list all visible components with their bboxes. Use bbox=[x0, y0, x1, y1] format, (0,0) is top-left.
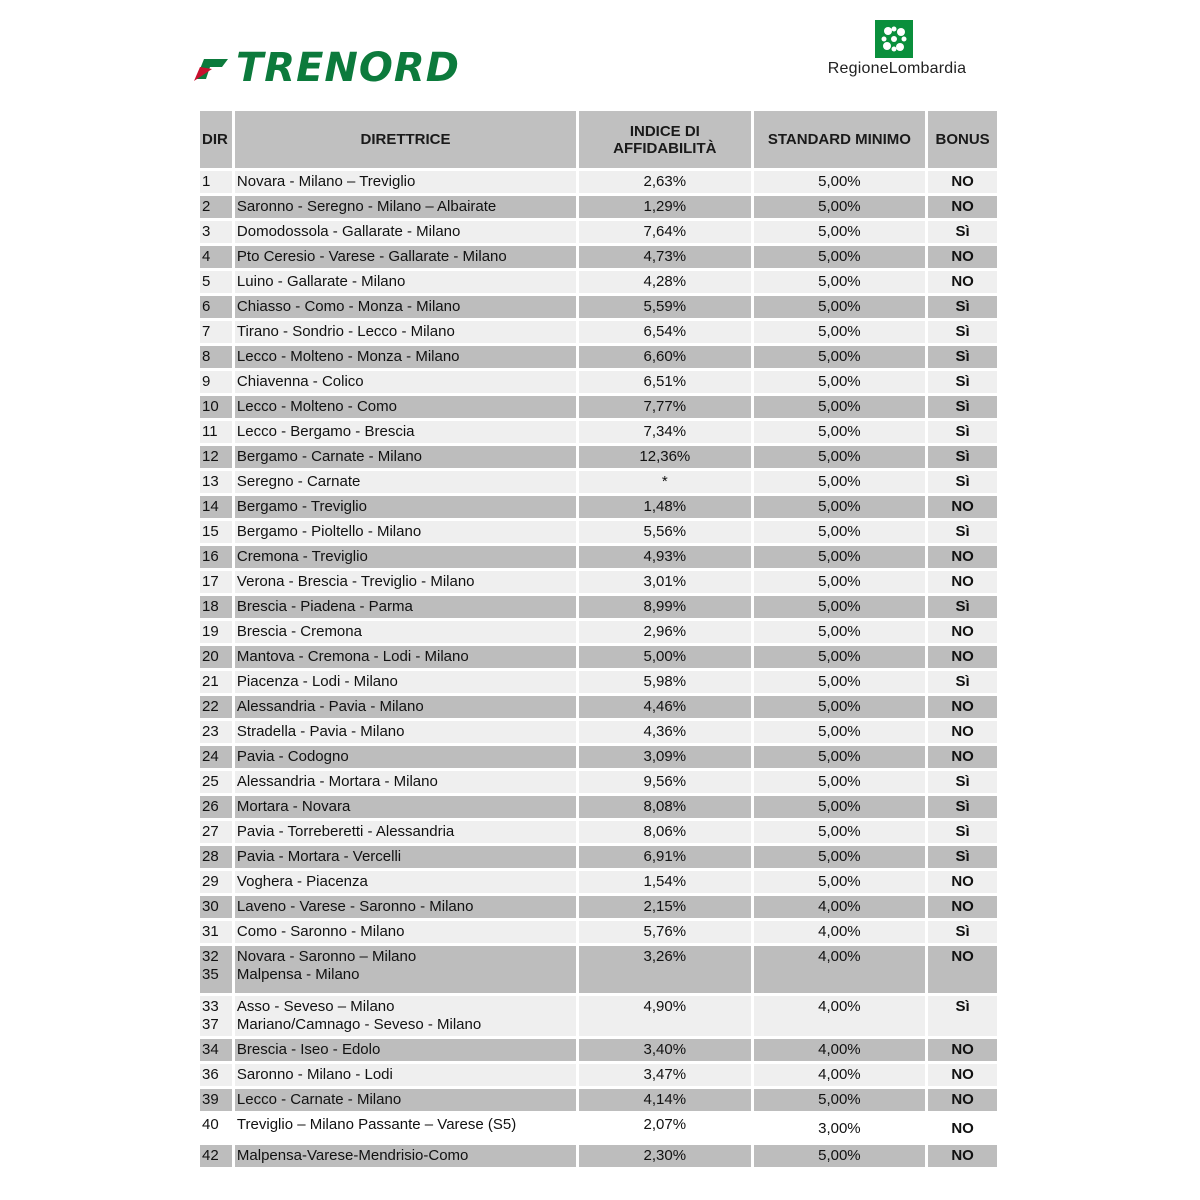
row-bonus: NO bbox=[928, 246, 997, 268]
row-dir: 19 bbox=[200, 621, 232, 643]
row-standard: 4,00% bbox=[754, 1039, 926, 1061]
row-direttrice: Voghera - Piacenza bbox=[235, 871, 576, 893]
row-bonus: NO bbox=[928, 496, 997, 518]
table-row bbox=[200, 846, 997, 868]
table-row bbox=[200, 171, 997, 193]
table-row bbox=[200, 521, 997, 543]
row-indice: 4,90% bbox=[579, 996, 751, 1036]
header-standard: STANDARD MINIMO bbox=[754, 111, 926, 168]
row-indice: 5,98% bbox=[579, 671, 751, 693]
row-dir: 4 bbox=[200, 246, 232, 268]
row-bonus: Sì bbox=[928, 996, 997, 1036]
table-row bbox=[200, 246, 997, 268]
row-indice: 6,91% bbox=[579, 846, 751, 868]
row-indice: 4,93% bbox=[579, 546, 751, 568]
table-row bbox=[200, 996, 997, 1036]
header-dir: DIR bbox=[200, 111, 232, 168]
row-dir: 34 bbox=[200, 1039, 232, 1061]
table-row bbox=[200, 771, 997, 793]
table-row bbox=[200, 796, 997, 818]
row-standard: 5,00% bbox=[754, 371, 926, 393]
row-standard: 5,00% bbox=[754, 1089, 926, 1111]
row-bonus: Sì bbox=[928, 321, 997, 343]
row-direttrice: Asso - Seveso – Milano Mariano/Camnago - Seveso - Milano bbox=[235, 996, 576, 1036]
row-bonus: Sì bbox=[928, 396, 997, 418]
row-dir: 14 bbox=[200, 496, 232, 518]
row-bonus: Sì bbox=[928, 371, 997, 393]
row-standard: 5,00% bbox=[754, 396, 926, 418]
row-dir: 42 bbox=[200, 1145, 232, 1167]
row-dir: 36 bbox=[200, 1064, 232, 1086]
table-row bbox=[200, 1089, 997, 1111]
table-row bbox=[200, 196, 997, 218]
row-indice: 4,46% bbox=[579, 696, 751, 718]
row-standard: 4,00% bbox=[754, 1064, 926, 1086]
row-bonus: NO bbox=[928, 1145, 997, 1167]
table-row bbox=[200, 746, 997, 768]
row-indice: 5,00% bbox=[579, 646, 751, 668]
row-indice: 8,99% bbox=[579, 596, 751, 618]
row-standard: 5,00% bbox=[754, 671, 926, 693]
row-bonus: Sì bbox=[928, 221, 997, 243]
row-standard: 4,00% bbox=[754, 946, 926, 993]
table-row bbox=[200, 1145, 997, 1167]
row-direttrice: Pto Ceresio - Varese - Gallarate - Milano bbox=[235, 246, 576, 268]
row-bonus: Sì bbox=[928, 821, 997, 843]
row-indice: 2,63% bbox=[579, 171, 751, 193]
table-row bbox=[200, 696, 997, 718]
row-dir: 28 bbox=[200, 846, 232, 868]
row-direttrice: Brescia - Iseo - Edolo bbox=[235, 1039, 576, 1061]
table-row bbox=[200, 871, 997, 893]
row-dir: 7 bbox=[200, 321, 232, 343]
trenord-mark-icon bbox=[192, 53, 230, 83]
row-indice: 4,73% bbox=[579, 246, 751, 268]
row-bonus: NO bbox=[928, 1039, 997, 1061]
row-standard: 4,00% bbox=[754, 921, 926, 943]
row-direttrice: Bergamo - Pioltello - Milano bbox=[235, 521, 576, 543]
row-bonus: Sì bbox=[928, 596, 997, 618]
row-bonus: Sì bbox=[928, 346, 997, 368]
row-dir: 21 bbox=[200, 671, 232, 693]
row-indice: 7,64% bbox=[579, 221, 751, 243]
reliability-table bbox=[200, 111, 997, 1170]
table-row bbox=[200, 1039, 997, 1061]
row-indice: 7,34% bbox=[579, 421, 751, 443]
row-direttrice: Alessandria - Pavia - Milano bbox=[235, 696, 576, 718]
row-bonus: NO bbox=[928, 896, 997, 918]
row-bonus: Sì bbox=[928, 921, 997, 943]
row-dir: 17 bbox=[200, 571, 232, 593]
row-indice: 6,60% bbox=[579, 346, 751, 368]
row-bonus: NO bbox=[928, 946, 997, 993]
table-row bbox=[200, 271, 997, 293]
row-direttrice: Lecco - Carnate - Milano bbox=[235, 1089, 576, 1111]
row-direttrice: Seregno - Carnate bbox=[235, 471, 576, 493]
row-standard: 4,00% bbox=[754, 996, 926, 1036]
row-direttrice: Saronno - Milano - Lodi bbox=[235, 1064, 576, 1086]
row-dir: 20 bbox=[200, 646, 232, 668]
table-row bbox=[200, 321, 997, 343]
row-bonus: NO bbox=[928, 1089, 997, 1111]
table-row bbox=[200, 646, 997, 668]
row-bonus: NO bbox=[928, 746, 997, 768]
row-dir: 39 bbox=[200, 1089, 232, 1111]
row-standard: 4,00% bbox=[754, 896, 926, 918]
row-standard: 5,00% bbox=[754, 721, 926, 743]
table-row bbox=[200, 396, 997, 418]
trenord-wordmark: TRENORD bbox=[236, 45, 460, 91]
row-direttrice: Stradella - Pavia - Milano bbox=[235, 721, 576, 743]
row-indice: 8,06% bbox=[579, 821, 751, 843]
row-direttrice: Novara - Saronno – Milano Malpensa - Milano bbox=[235, 946, 576, 993]
header-bonus: BONUS bbox=[928, 111, 997, 168]
table-row bbox=[200, 921, 997, 943]
row-bonus: Sì bbox=[928, 846, 997, 868]
row-bonus: NO bbox=[928, 271, 997, 293]
row-indice: 6,51% bbox=[579, 371, 751, 393]
rosa-camuna-icon bbox=[875, 20, 913, 58]
row-standard: 5,00% bbox=[754, 421, 926, 443]
row-indice: 7,77% bbox=[579, 396, 751, 418]
row-dir: 30 bbox=[200, 896, 232, 918]
row-indice: 1,29% bbox=[579, 196, 751, 218]
row-standard: 5,00% bbox=[754, 621, 926, 643]
row-direttrice: Novara - Milano – Treviglio bbox=[235, 171, 576, 193]
row-direttrice: Pavia - Mortara - Vercelli bbox=[235, 846, 576, 868]
row-indice: 3,09% bbox=[579, 746, 751, 768]
row-dir: 1 bbox=[200, 171, 232, 193]
table-row bbox=[200, 671, 997, 693]
table-row bbox=[200, 496, 997, 518]
row-standard: 5,00% bbox=[754, 246, 926, 268]
row-standard: 5,00% bbox=[754, 596, 926, 618]
row-indice: 3,40% bbox=[579, 1039, 751, 1061]
row-dir: 2 bbox=[200, 196, 232, 218]
row-dir: 31 bbox=[200, 921, 232, 943]
row-direttrice: Bergamo - Carnate - Milano bbox=[235, 446, 576, 468]
header-indice: INDICE DI AFFIDABILITÀ bbox=[579, 111, 751, 168]
row-dir: 9 bbox=[200, 371, 232, 393]
row-dir: 33 37 bbox=[200, 996, 232, 1036]
row-indice: 6,54% bbox=[579, 321, 751, 343]
row-direttrice: Saronno - Seregno - Milano – Albairate bbox=[235, 196, 576, 218]
row-standard: 5,00% bbox=[754, 496, 926, 518]
row-bonus: Sì bbox=[928, 796, 997, 818]
row-direttrice: Tirano - Sondrio - Lecco - Milano bbox=[235, 321, 576, 343]
row-dir: 13 bbox=[200, 471, 232, 493]
row-indice: 2,96% bbox=[579, 621, 751, 643]
table-row bbox=[200, 421, 997, 443]
row-dir: 25 bbox=[200, 771, 232, 793]
table-row bbox=[200, 1114, 997, 1142]
row-standard: 5,00% bbox=[754, 346, 926, 368]
row-standard: 5,00% bbox=[754, 821, 926, 843]
table-row bbox=[200, 896, 997, 918]
row-direttrice: Mantova - Cremona - Lodi - Milano bbox=[235, 646, 576, 668]
row-standard: 5,00% bbox=[754, 796, 926, 818]
table-row bbox=[200, 821, 997, 843]
row-dir: 5 bbox=[200, 271, 232, 293]
row-bonus: NO bbox=[928, 1114, 997, 1142]
row-dir: 23 bbox=[200, 721, 232, 743]
row-bonus: Sì bbox=[928, 421, 997, 443]
row-direttrice: Piacenza - Lodi - Milano bbox=[235, 671, 576, 693]
row-dir: 11 bbox=[200, 421, 232, 443]
row-bonus: NO bbox=[928, 546, 997, 568]
row-bonus: NO bbox=[928, 571, 997, 593]
table-header bbox=[200, 111, 997, 168]
row-dir: 32 35 bbox=[200, 946, 232, 993]
row-dir: 29 bbox=[200, 871, 232, 893]
regione-lombardia-logo bbox=[812, 20, 982, 80]
row-standard: 5,00% bbox=[754, 846, 926, 868]
row-direttrice: Luino - Gallarate - Milano bbox=[235, 271, 576, 293]
row-indice: 3,47% bbox=[579, 1064, 751, 1086]
header-direttrice: DIRETTRICE bbox=[235, 111, 576, 168]
row-dir: 16 bbox=[200, 546, 232, 568]
row-bonus: Sì bbox=[928, 446, 997, 468]
table-row bbox=[200, 446, 997, 468]
row-direttrice: Bergamo - Treviglio bbox=[235, 496, 576, 518]
row-dir: 24 bbox=[200, 746, 232, 768]
row-dir: 6 bbox=[200, 296, 232, 318]
row-indice: 5,56% bbox=[579, 521, 751, 543]
row-standard: 5,00% bbox=[754, 221, 926, 243]
regione-wordmark: RegioneLombardia bbox=[827, 60, 967, 77]
row-standard: 5,00% bbox=[754, 171, 926, 193]
row-direttrice: Treviglio – Milano Passante – Varese (S5) bbox=[235, 1114, 576, 1142]
table-row bbox=[200, 221, 997, 243]
row-direttrice: Alessandria - Mortara - Milano bbox=[235, 771, 576, 793]
row-standard: 5,00% bbox=[754, 746, 926, 768]
row-standard: 5,00% bbox=[754, 521, 926, 543]
row-bonus: NO bbox=[928, 171, 997, 193]
row-indice: 5,59% bbox=[579, 296, 751, 318]
row-direttrice: Chiavenna - Colico bbox=[235, 371, 576, 393]
row-bonus: Sì bbox=[928, 671, 997, 693]
row-standard: 5,00% bbox=[754, 296, 926, 318]
row-direttrice: Lecco - Molteno - Monza - Milano bbox=[235, 346, 576, 368]
row-direttrice: Como - Saronno - Milano bbox=[235, 921, 576, 943]
row-standard: 5,00% bbox=[754, 446, 926, 468]
table-row bbox=[200, 946, 997, 993]
row-direttrice: Brescia - Piadena - Parma bbox=[235, 596, 576, 618]
table-row bbox=[200, 546, 997, 568]
row-indice: 3,26% bbox=[579, 946, 751, 993]
row-bonus: Sì bbox=[928, 296, 997, 318]
row-standard: 3,00% bbox=[754, 1114, 926, 1142]
row-bonus: Sì bbox=[928, 471, 997, 493]
row-bonus: Sì bbox=[928, 771, 997, 793]
table-row bbox=[200, 721, 997, 743]
row-bonus: NO bbox=[928, 871, 997, 893]
row-indice: 1,48% bbox=[579, 496, 751, 518]
row-bonus: NO bbox=[928, 1064, 997, 1086]
row-bonus: Sì bbox=[928, 521, 997, 543]
table-row bbox=[200, 1064, 997, 1086]
trenord-logo bbox=[192, 45, 460, 91]
row-standard: 5,00% bbox=[754, 646, 926, 668]
row-indice: 2,15% bbox=[579, 896, 751, 918]
row-direttrice: Brescia - Cremona bbox=[235, 621, 576, 643]
row-indice: 12,36% bbox=[579, 446, 751, 468]
row-standard: 5,00% bbox=[754, 871, 926, 893]
row-indice: 1,54% bbox=[579, 871, 751, 893]
row-dir: 10 bbox=[200, 396, 232, 418]
row-direttrice: Malpensa-Varese-Mendrisio-Como bbox=[235, 1145, 576, 1167]
row-direttrice: Pavia - Torreberetti - Alessandria bbox=[235, 821, 576, 843]
row-indice: 4,36% bbox=[579, 721, 751, 743]
row-indice: 3,01% bbox=[579, 571, 751, 593]
row-standard: 5,00% bbox=[754, 321, 926, 343]
table-body bbox=[200, 171, 997, 1167]
row-indice: 5,76% bbox=[579, 921, 751, 943]
row-indice: 2,30% bbox=[579, 1145, 751, 1167]
row-standard: 5,00% bbox=[754, 1145, 926, 1167]
row-standard: 5,00% bbox=[754, 546, 926, 568]
row-dir: 12 bbox=[200, 446, 232, 468]
row-bonus: NO bbox=[928, 696, 997, 718]
row-dir: 26 bbox=[200, 796, 232, 818]
row-indice: 4,14% bbox=[579, 1089, 751, 1111]
row-direttrice: Lecco - Molteno - Como bbox=[235, 396, 576, 418]
row-dir: 40 bbox=[200, 1114, 232, 1142]
table-row bbox=[200, 296, 997, 318]
row-dir: 3 bbox=[200, 221, 232, 243]
row-standard: 5,00% bbox=[754, 196, 926, 218]
row-bonus: NO bbox=[928, 621, 997, 643]
row-direttrice: Mortara - Novara bbox=[235, 796, 576, 818]
row-direttrice: Laveno - Varese - Saronno - Milano bbox=[235, 896, 576, 918]
row-standard: 5,00% bbox=[754, 771, 926, 793]
table-row bbox=[200, 471, 997, 493]
row-indice: 8,08% bbox=[579, 796, 751, 818]
table-row bbox=[200, 621, 997, 643]
row-bonus: NO bbox=[928, 721, 997, 743]
row-standard: 5,00% bbox=[754, 696, 926, 718]
row-indice: 2,07% bbox=[579, 1114, 751, 1142]
row-direttrice: Chiasso - Como - Monza - Milano bbox=[235, 296, 576, 318]
row-bonus: NO bbox=[928, 646, 997, 668]
table-row bbox=[200, 371, 997, 393]
row-direttrice: Cremona - Treviglio bbox=[235, 546, 576, 568]
row-direttrice: Domodossola - Gallarate - Milano bbox=[235, 221, 576, 243]
table-row bbox=[200, 346, 997, 368]
row-standard: 5,00% bbox=[754, 271, 926, 293]
row-indice: 9,56% bbox=[579, 771, 751, 793]
row-direttrice: Lecco - Bergamo - Brescia bbox=[235, 421, 576, 443]
row-dir: 27 bbox=[200, 821, 232, 843]
row-standard: 5,00% bbox=[754, 471, 926, 493]
row-standard: 5,00% bbox=[754, 571, 926, 593]
row-indice: * bbox=[579, 471, 751, 493]
row-dir: 8 bbox=[200, 346, 232, 368]
row-indice: 4,28% bbox=[579, 271, 751, 293]
row-direttrice: Verona - Brescia - Treviglio - Milano bbox=[235, 571, 576, 593]
row-dir: 18 bbox=[200, 596, 232, 618]
row-bonus: NO bbox=[928, 196, 997, 218]
row-dir: 22 bbox=[200, 696, 232, 718]
table-row bbox=[200, 596, 997, 618]
table-row bbox=[200, 571, 997, 593]
row-direttrice: Pavia - Codogno bbox=[235, 746, 576, 768]
row-dir: 15 bbox=[200, 521, 232, 543]
